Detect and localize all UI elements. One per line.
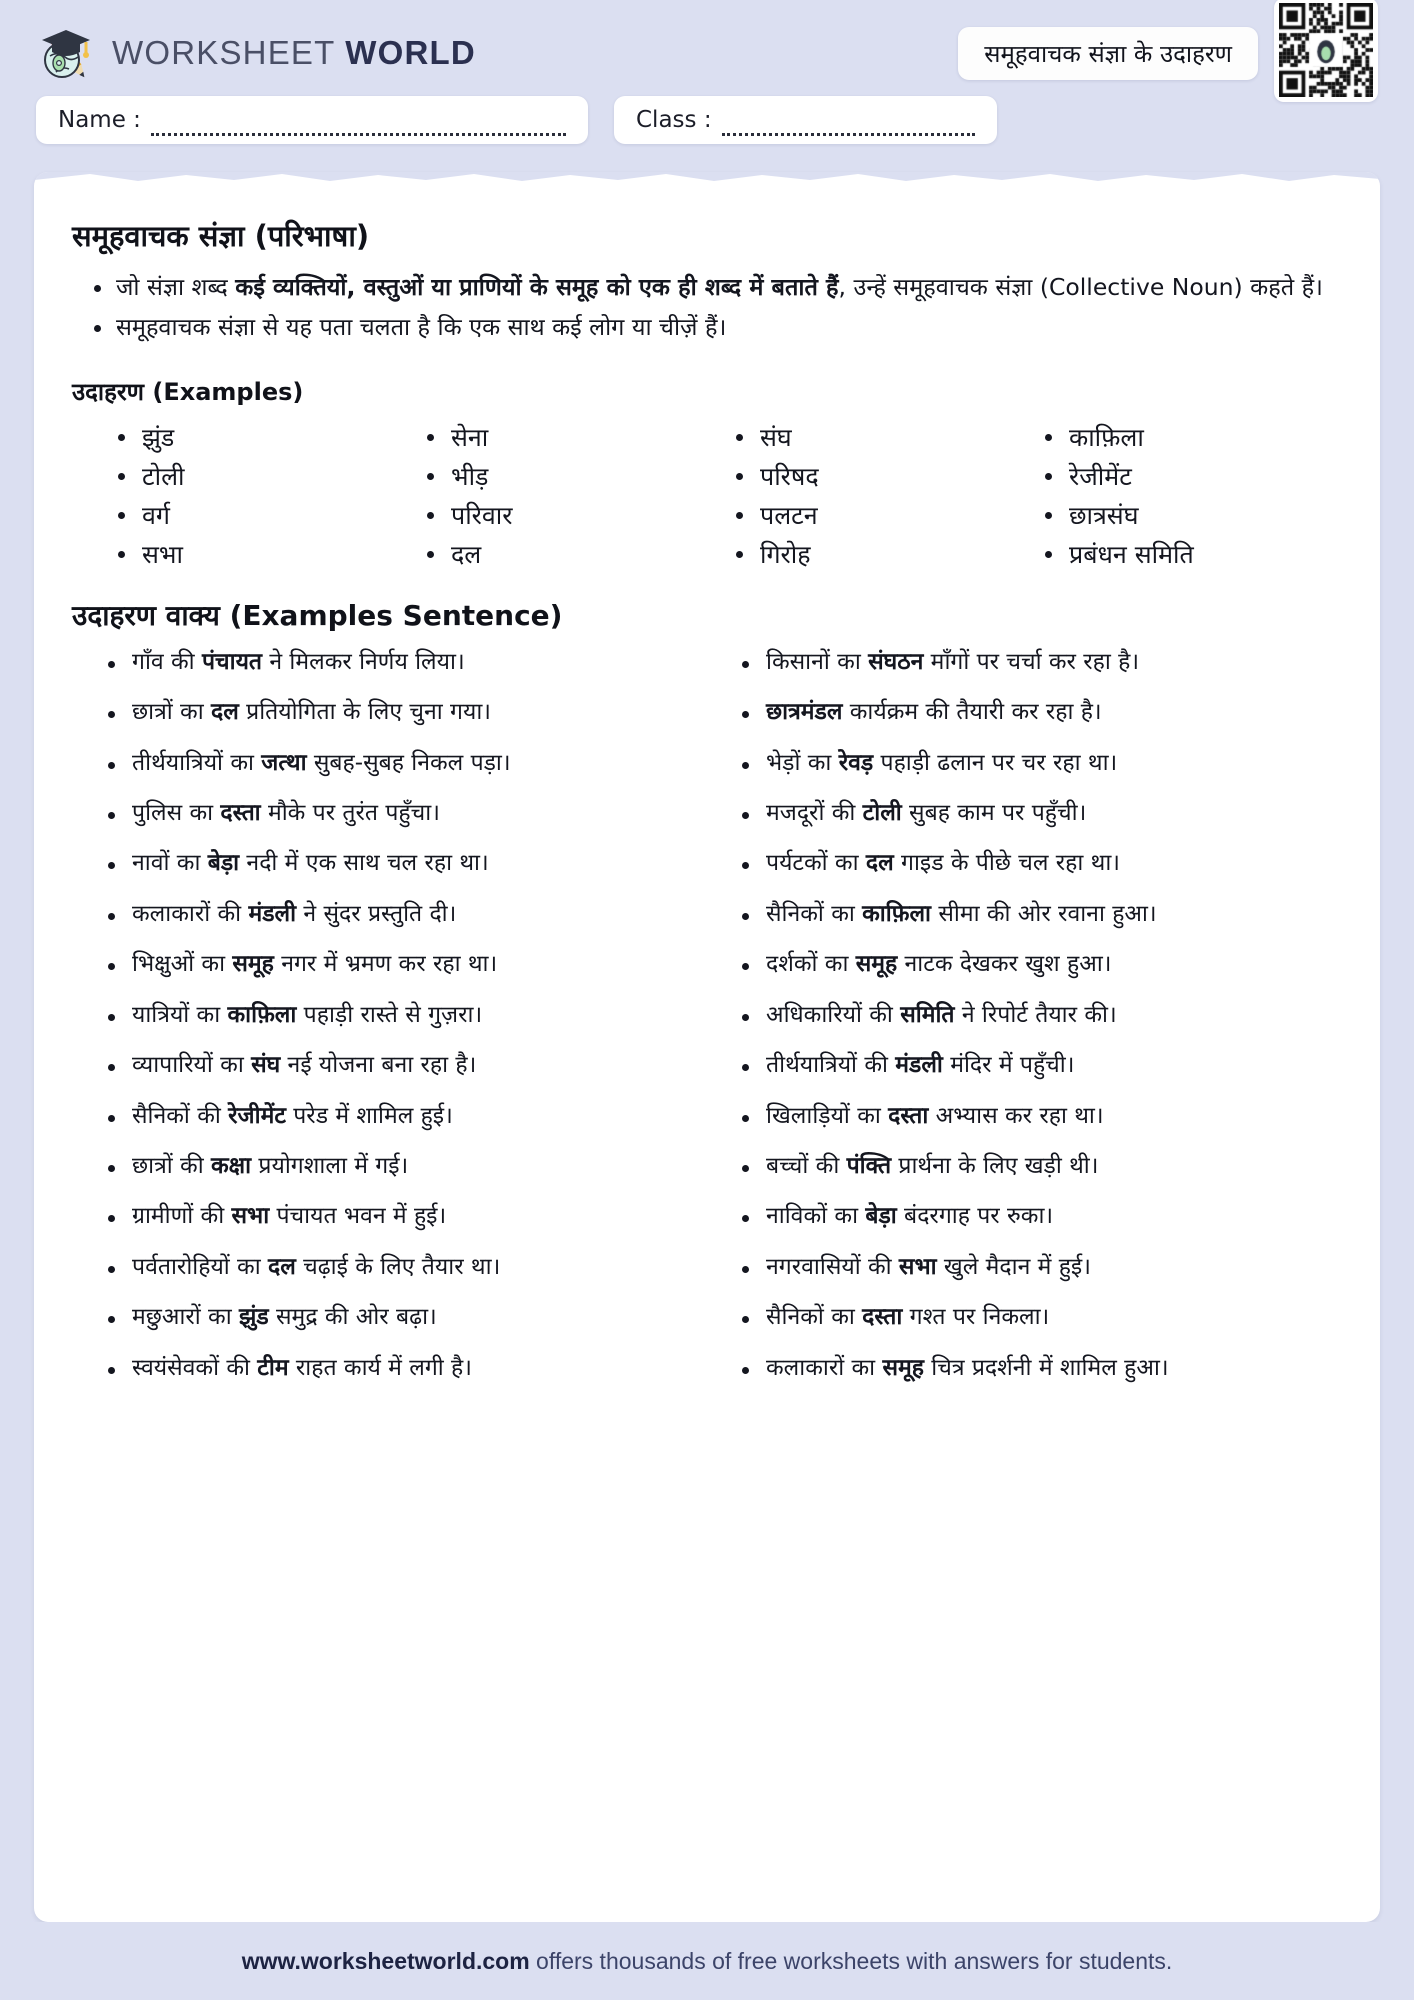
example-word: भीड़ bbox=[425, 457, 724, 496]
sentence-text: खुले मैदान में हुई। bbox=[936, 1253, 1091, 1280]
example-word-column-3 bbox=[734, 418, 1033, 574]
sentence-text: पर्वतारोहियों का bbox=[132, 1253, 268, 1280]
collective-noun-term: दल bbox=[210, 699, 239, 726]
example-word: संघ bbox=[734, 418, 1033, 457]
collective-noun-term: समूह bbox=[882, 1354, 924, 1381]
example-sentence-item bbox=[104, 1202, 708, 1231]
definition-bullet-list bbox=[72, 271, 1342, 345]
sentence-text: , उन्हें समूहवाचक संज्ञा (Collective Noun) कहते हैं। bbox=[838, 273, 1323, 301]
example-sentence-item bbox=[104, 1051, 708, 1080]
example-sentence-item bbox=[738, 950, 1342, 979]
sentence-text: नदी में एक साथ चल रहा था। bbox=[239, 850, 489, 877]
sentence-text: सैनिकों का bbox=[766, 900, 863, 927]
definition-bullet bbox=[116, 311, 1342, 345]
sentence-text: राहत कार्य में लगी है। bbox=[288, 1354, 472, 1381]
page-footer bbox=[0, 1922, 1414, 2000]
example-sentence-item bbox=[738, 1202, 1342, 1231]
example-sentence-item bbox=[104, 1303, 708, 1332]
collective-noun-term: सभा bbox=[898, 1253, 937, 1280]
collective-noun-term: पंक्ति bbox=[846, 1153, 892, 1180]
example-word: सेना bbox=[425, 418, 724, 457]
graduation-cap-globe-pencil-logo bbox=[36, 22, 98, 84]
example-word-column-2 bbox=[425, 418, 724, 574]
collective-noun-term: छात्रमंडल bbox=[766, 699, 843, 726]
name-field[interactable] bbox=[36, 96, 588, 144]
collective-noun-term: रेजीमेंट bbox=[228, 1102, 286, 1129]
sentence-text: समुद्र की ओर बढ़ा। bbox=[268, 1304, 437, 1331]
collective-noun-term: सभा bbox=[231, 1203, 270, 1230]
example-word: टोली bbox=[116, 457, 415, 496]
example-sentence-item bbox=[738, 1051, 1342, 1080]
collective-noun-term: पंचायत bbox=[201, 648, 263, 675]
brand-name bbox=[112, 34, 476, 72]
example-sentence-item bbox=[738, 1354, 1342, 1383]
sentence-text: अधिकारियों की bbox=[766, 1001, 901, 1028]
example-sentence-item bbox=[738, 1253, 1342, 1282]
example-word: परिषद bbox=[734, 457, 1033, 496]
sentence-text: चित्र प्रदर्शनी में शामिल हुआ। bbox=[923, 1354, 1169, 1381]
sentence-text: अभ्यास कर रहा था। bbox=[928, 1102, 1104, 1129]
example-sentence-item bbox=[738, 1102, 1342, 1131]
example-sentence-item bbox=[738, 1152, 1342, 1181]
sentence-text: प्रयोगशाला में गई। bbox=[251, 1153, 409, 1180]
example-sentences-left-column bbox=[104, 648, 708, 1405]
definition-heading: समूहवाचक संज्ञा (परिभाषा) bbox=[72, 219, 370, 253]
sentence-text: मजदूरों की bbox=[766, 799, 863, 826]
example-sentence-item bbox=[104, 799, 708, 828]
sentence-text: पर्यटकों का bbox=[766, 850, 866, 877]
sentence-text: चढ़ाई के लिए तैयार था। bbox=[295, 1253, 501, 1280]
example-sentence-item bbox=[738, 900, 1342, 929]
sentence-text: छात्रों का bbox=[132, 699, 211, 726]
collective-noun-term: कक्षा bbox=[210, 1153, 252, 1180]
example-word: गिरोह bbox=[734, 535, 1033, 574]
example-sentence-item bbox=[104, 749, 708, 778]
sentence-text: भिक्षुओं का bbox=[132, 951, 233, 978]
name-input[interactable] bbox=[151, 114, 566, 136]
footer-tagline-text: offers thousands of free worksheets with answers for students. bbox=[529, 1947, 1173, 1974]
qr-code-icon[interactable] bbox=[1274, 0, 1378, 102]
collective-noun-term: झुंड bbox=[239, 1304, 269, 1331]
example-sentence-item bbox=[738, 849, 1342, 878]
sentence-text: बंदरगाह पर रुका। bbox=[896, 1203, 1054, 1230]
sentence-text: व्यापारियों का bbox=[132, 1052, 252, 1079]
example-sentence-item bbox=[104, 950, 708, 979]
sentence-text: तीर्थयात्रियों का bbox=[132, 749, 262, 776]
example-sentence-item bbox=[104, 1354, 708, 1383]
collective-noun-term: बेड़ा bbox=[207, 850, 240, 877]
collective-noun-term: दस्ता bbox=[220, 799, 261, 826]
sentence-text: गाँव की bbox=[132, 648, 202, 675]
collective-noun-term: मंडली bbox=[248, 900, 297, 927]
sentence-text: गश्त पर निकला। bbox=[902, 1304, 1050, 1331]
sentence-text: ने सुंदर प्रस्तुति दी। bbox=[296, 900, 457, 927]
example-sentences-right-column bbox=[738, 648, 1342, 1405]
collective-noun-term: रेवड़ bbox=[838, 749, 874, 776]
sentence-text: सैनिकों का bbox=[766, 1304, 863, 1331]
example-sentence-item bbox=[104, 1001, 708, 1030]
sentence-text: मौके पर तुरंत पहुँचा। bbox=[260, 799, 440, 826]
example-words-grid bbox=[72, 418, 1342, 574]
sentence-text: परेड में शामिल हुई। bbox=[285, 1102, 453, 1129]
sentence-text: ग्रामीणों की bbox=[132, 1203, 232, 1230]
name-field-label: Name : bbox=[58, 107, 141, 133]
class-field[interactable] bbox=[614, 96, 997, 144]
sentence-text: मछुआरों का bbox=[132, 1304, 239, 1331]
worksheet-sheet bbox=[34, 172, 1380, 1922]
worksheet-title: समूहवाचक संज्ञा के उदाहरण bbox=[958, 27, 1258, 80]
collective-noun-term: जत्था bbox=[261, 749, 307, 776]
example-word: झुंड bbox=[116, 418, 415, 457]
sentence-text: छात्रों की bbox=[132, 1153, 211, 1180]
collective-noun-term: समिति bbox=[900, 1001, 955, 1028]
sentence-text: तीर्थयात्रियों की bbox=[766, 1052, 896, 1079]
example-sentence-item bbox=[738, 648, 1342, 677]
example-word: रेजीमेंट bbox=[1043, 457, 1342, 496]
sentence-text: कलाकारों का bbox=[766, 1354, 883, 1381]
sentence-text: नाटक देखकर खुश हुआ। bbox=[897, 951, 1112, 978]
sentence-text: पंचायत भवन में हुई। bbox=[269, 1203, 447, 1230]
sentence-text: भेड़ों का bbox=[766, 749, 839, 776]
sentence-text: स्वयंसेवकों की bbox=[132, 1354, 258, 1381]
example-word: पलटन bbox=[734, 496, 1033, 535]
example-word-column-1 bbox=[116, 418, 415, 574]
definition-bullet bbox=[116, 271, 1342, 305]
collective-noun-term: समूह bbox=[232, 951, 274, 978]
collective-noun-term: कई व्यक्तियों, वस्तुओं या प्राणियों के समूह को एक ही शब्द में बताते हैं bbox=[235, 273, 839, 301]
collective-noun-term: टीम bbox=[257, 1354, 289, 1381]
example-sentence-item bbox=[738, 749, 1342, 778]
example-word: छात्रसंघ bbox=[1043, 496, 1342, 535]
student-info-fields bbox=[36, 96, 1378, 144]
sentence-text: कलाकारों की bbox=[132, 900, 249, 927]
collective-noun-term: दस्ता bbox=[862, 1304, 903, 1331]
example-sentence-item bbox=[104, 849, 708, 878]
sentence-text: समूहवाचक संज्ञा से यह पता चलता है कि एक साथ कई लोग या चीज़ें हैं। bbox=[116, 312, 727, 341]
sentence-text: सैनिकों की bbox=[132, 1102, 229, 1129]
class-input[interactable] bbox=[722, 114, 975, 136]
example-sentences-heading: उदाहरण वाक्य (Examples Sentence) bbox=[72, 598, 563, 632]
examples-heading: उदाहरण (Examples) bbox=[72, 377, 304, 406]
sentence-text: पहाड़ी रास्ते से गुज़रा। bbox=[296, 1001, 483, 1028]
collective-noun-term: बेड़ा bbox=[865, 1203, 897, 1230]
sentence-text: सुबह-सुबह निकल पड़ा। bbox=[306, 749, 511, 776]
worksheet-content bbox=[34, 172, 1380, 1404]
example-sentences-grid bbox=[72, 648, 1342, 1405]
brand-name-bold: WORLD bbox=[345, 34, 476, 71]
example-sentence-item bbox=[104, 1152, 708, 1181]
page-header bbox=[0, 0, 1414, 170]
footer-tagline bbox=[242, 1948, 1173, 1975]
sentence-text: जो संज्ञा शब्द bbox=[116, 273, 236, 301]
sentence-text: गाइड के पीछे चल रहा था। bbox=[893, 850, 1121, 877]
collective-noun-term: काफ़िला bbox=[862, 900, 932, 927]
sentence-text: नगरवासियों की bbox=[766, 1253, 899, 1280]
collective-noun-term: दस्ता bbox=[888, 1102, 929, 1129]
sentence-text: नाविकों का bbox=[766, 1203, 866, 1230]
collective-noun-term: मंडली bbox=[895, 1052, 943, 1079]
footer-site-url[interactable]: www.worksheetworld.com bbox=[241, 1947, 530, 1974]
collective-noun-term: काफ़िला bbox=[227, 1001, 297, 1028]
sentence-text: मंदिर में पहुँची। bbox=[942, 1052, 1075, 1079]
sentence-text: खिलाड़ियों का bbox=[766, 1102, 889, 1129]
sentence-text: ने मिलकर निर्णय लिया। bbox=[262, 648, 465, 675]
class-field-label: Class : bbox=[636, 107, 712, 133]
example-sentence-item bbox=[738, 698, 1342, 727]
sentence-text: प्रतियोगिता के लिए चुना गया। bbox=[238, 699, 492, 726]
example-word: वर्ग bbox=[116, 496, 415, 535]
example-word: काफ़िला bbox=[1043, 418, 1342, 457]
collective-noun-term: दल bbox=[865, 850, 894, 877]
sentence-text: किसानों का bbox=[766, 648, 869, 675]
sentence-text: माँगों पर चर्चा कर रहा है। bbox=[923, 648, 1140, 675]
example-sentence-item bbox=[104, 698, 708, 727]
example-sentence-item bbox=[104, 648, 708, 677]
sentence-text: नगर में भ्रमण कर रहा था। bbox=[273, 951, 498, 978]
brand-logo[interactable] bbox=[36, 22, 476, 84]
sentence-text: पुलिस का bbox=[132, 799, 221, 826]
example-word: सभा bbox=[116, 535, 415, 574]
sentence-text: सीमा की ओर रवाना हुआ। bbox=[931, 900, 1157, 927]
sentence-text: प्रार्थना के लिए खड़ी थी। bbox=[891, 1153, 1099, 1180]
example-word: परिवार bbox=[425, 496, 724, 535]
sentence-text: नावों का bbox=[132, 850, 208, 877]
example-sentence-item bbox=[738, 1001, 1342, 1030]
sentence-text: यात्रियों का bbox=[132, 1001, 228, 1028]
example-word: दल bbox=[425, 535, 724, 574]
brand-name-light: WORKSHEET bbox=[112, 34, 346, 71]
collective-noun-term: संघठन bbox=[868, 648, 924, 675]
example-sentence-item bbox=[738, 1303, 1342, 1332]
example-word: प्रबंधन समिति bbox=[1043, 535, 1342, 574]
sentence-text: सुबह काम पर पहुँची। bbox=[901, 799, 1087, 826]
sentence-text: ने रिपोर्ट तैयार की। bbox=[954, 1001, 1117, 1028]
example-sentence-item bbox=[104, 1102, 708, 1131]
collective-noun-term: संघ bbox=[251, 1052, 281, 1079]
example-sentence-item bbox=[104, 900, 708, 929]
collective-noun-term: दल bbox=[268, 1253, 296, 1280]
collective-noun-term: टोली bbox=[862, 799, 902, 826]
header-top-row bbox=[36, 0, 1378, 92]
collective-noun-term: समूह bbox=[855, 951, 898, 978]
sentence-text: पहाड़ी ढलान पर चर रहा था। bbox=[873, 749, 1118, 776]
example-sentence-item bbox=[104, 1253, 708, 1282]
sentence-text: बच्चों की bbox=[766, 1153, 847, 1180]
example-word-column-4 bbox=[1043, 418, 1342, 574]
sentence-text: दर्शकों का bbox=[766, 951, 856, 978]
sentence-text: नई योजना बना रहा है। bbox=[280, 1052, 477, 1079]
example-sentence-item bbox=[738, 799, 1342, 828]
sentence-text: कार्यक्रम की तैयारी कर रहा है। bbox=[842, 699, 1102, 726]
